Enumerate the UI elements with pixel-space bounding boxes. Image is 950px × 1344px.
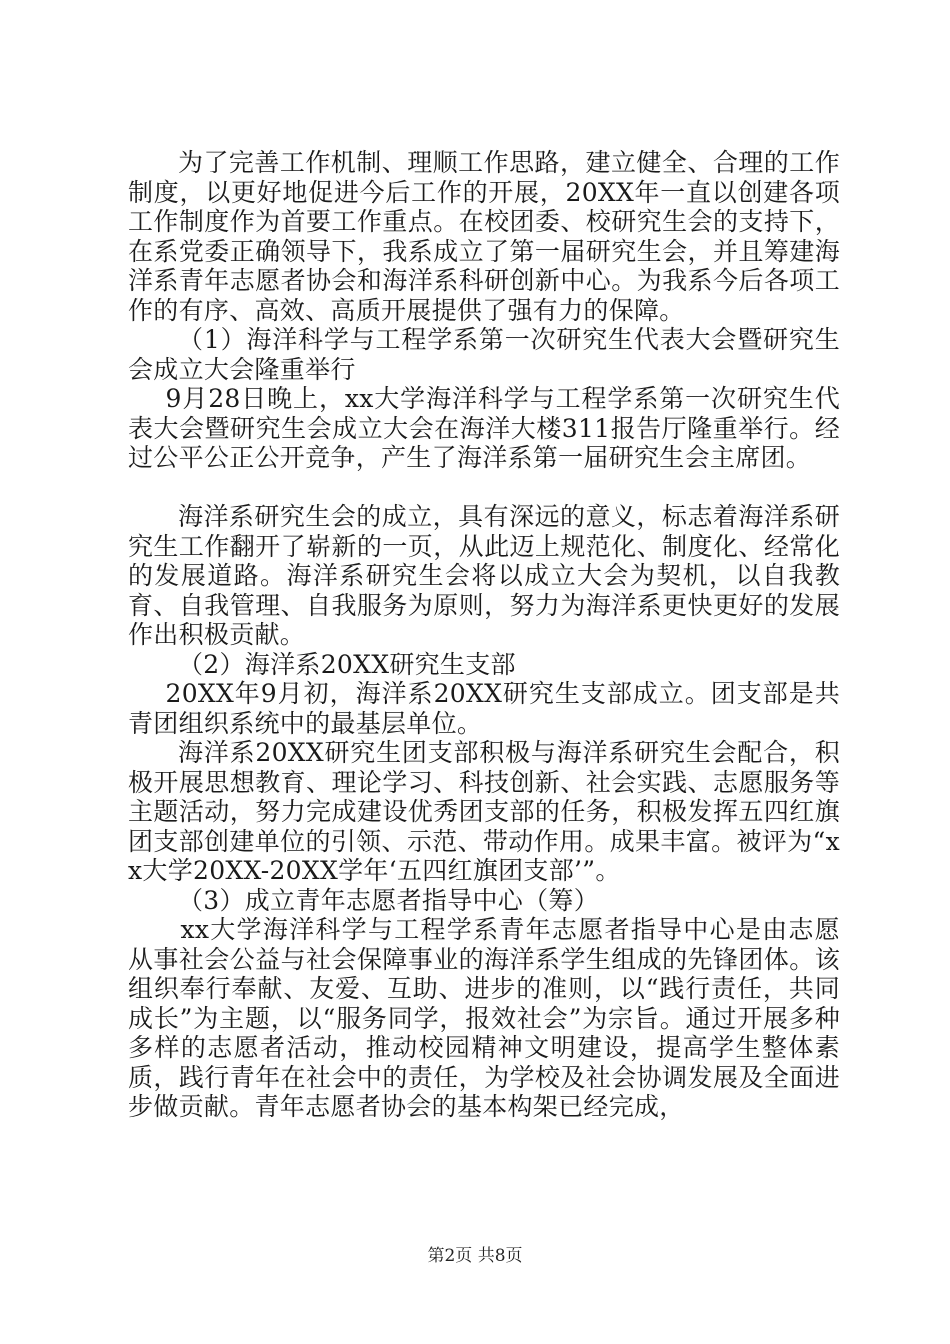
paragraph-intro: 为了完善工作机制、理顺工作思路，建立健全、合理的工作制度，以更好地促进今后工作的开展，20XX年一直以创建各项工作制度作为首要工作重点。在校团委、校研究生会的支持下，在系党委正确领导下，我系成立了第一届研究生会，并且筹建海洋系青年志愿者协会和海洋系科研创新中心。为我系今后各项工作的有序、高效、高质开展提供了强有力的保障。 <box>128 148 840 325</box>
paragraph-volunteer-center: xx大学海洋科学与工程学系青年志愿者指导中心是由志愿从事社会公益与社会保障事业的海洋系学生组成的先锋团体。该组织奉行奉献、友爱、互助、进步的准则，以“践行责任，共同成长”为主题，以“服务同学，报效社会”为宗旨。通过开展多种多样的志愿者活动，推动校园精神文明建设，提高学生整体素质，践行青年在社会中的责任，为学校及社会协调发展及全面进步做贡献。青年志愿者协会的基本构架已经完成， <box>128 915 840 1121</box>
section-heading-3: （3）成立青年志愿者指导中心（筹） <box>178 885 600 915</box>
paragraph-significance: 海洋系研究生会的成立，具有深远的意义，标志着海洋系研究生工作翻开了崭新的一页，从此迈上规范化、制度化、经常化的发展道路。海洋系研究生会将以成立大会为契机，以自我教育、自我管理、自我服务为原则，努力为海洋系更快更好的发展作出积极贡献。 <box>128 502 840 649</box>
section-heading-2: （2）海洋系20XX研究生支部 <box>178 649 516 679</box>
document-body <box>128 148 840 1122</box>
section-heading-1: （1）海洋科学与工程学系第一次研究生代表大会暨研究生会成立大会隆重举行 <box>128 325 840 384</box>
paragraph-congress: 9月28日晚上，xx大学海洋科学与工程学系第一次研究生代表大会暨研究生会成立大会在海洋大楼311报告厅隆重举行。经过公平公正公开竞争，产生了海洋系第一届研究生会主席团。 <box>128 384 840 472</box>
page-footer: 第2页 共8页 <box>427 1246 523 1266</box>
paragraph-branch-founded: 20XX年9月初，海洋系20XX研究生支部成立。团支部是共青团组织系统中的最基层单位。 <box>128 679 840 738</box>
paragraph-branch-activities: 海洋系20XX研究生团支部积极与海洋系研究生会配合，积极开展思想教育、理论学习、科技创新、社会实践、志愿服务等主题活动，努力完成建设优秀团支部的任务，积极发挥五四红旗团支部创建单位的引领、示范、带动作用。成果丰富。被评为“xx大学20XX-20XX学年‘五四红旗团支部’”。 <box>128 738 840 885</box>
